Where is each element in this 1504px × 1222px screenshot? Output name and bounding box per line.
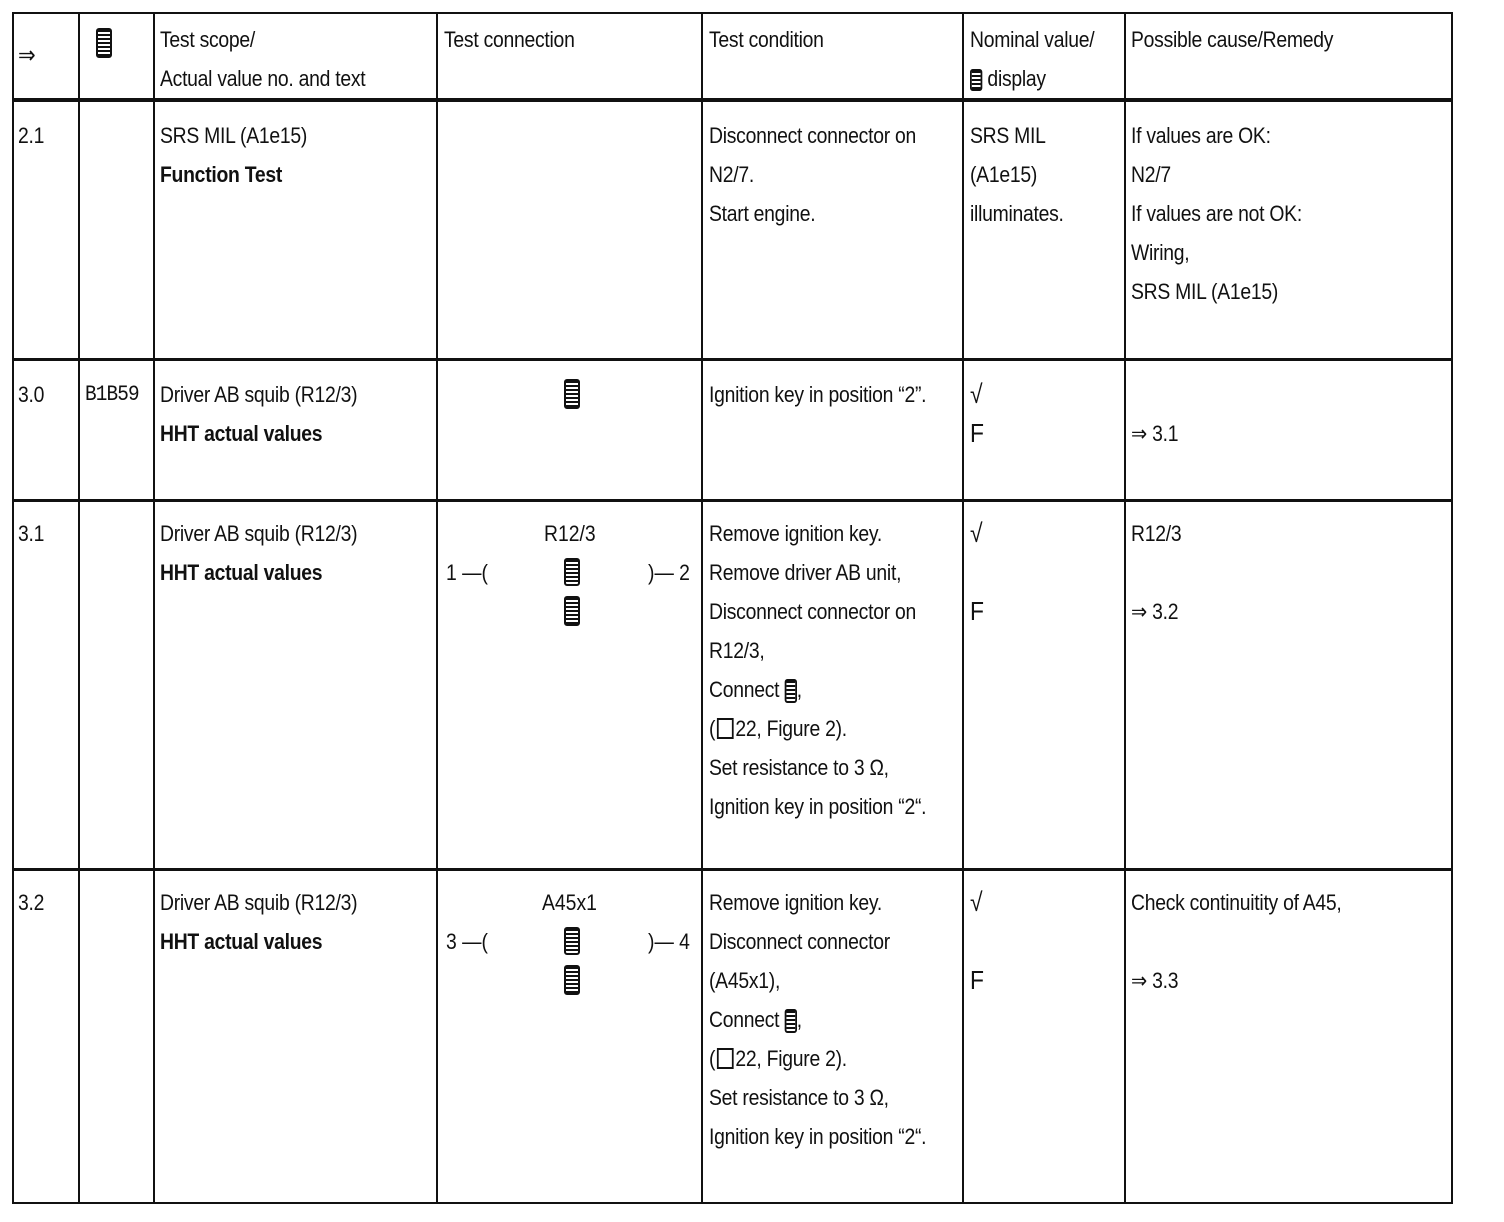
connection-pin-left: 1 —( [446,560,488,585]
row-step-number: 3.1 [18,521,45,546]
tester-icon [564,965,580,995]
connection-component-label: A45x1 [542,890,597,915]
header-possible-cause: Possible cause/Remedy [1131,27,1334,52]
nominal-line: illuminates. [970,201,1064,226]
tester-icon [970,69,982,91]
nominal-spacer [970,553,984,592]
test-scope-text: Driver AB squib (R12/3) [160,382,358,407]
condition-line: Remove driver AB unit, [709,560,902,585]
remedy-line: ⇒ 3.2 [1131,599,1179,624]
column-divider [436,12,438,1204]
remedy-line [1131,375,1178,414]
nominal-line: SRS MIL [970,123,1046,148]
connection-component-label: R12/3 [544,521,596,546]
test-scope-mode: HHT actual values [160,929,323,954]
table-border-right [1451,12,1453,1204]
tester-icon [96,28,112,58]
connection-pin-left: 3 —( [446,929,488,954]
header-test-condition: Test condition [709,27,824,52]
row-nominal-value [970,883,984,1000]
row-test-scope [160,116,307,194]
remedy-line: SRS MIL (A1e15) [1131,279,1279,304]
condition-line: Remove ignition key. [709,890,882,915]
nominal-line: (A1e15) [970,162,1038,187]
test-scope-text: SRS MIL (A1e15) [160,123,308,148]
row-test-condition [709,116,916,233]
condition-line: 22, Figure 2). [735,1046,847,1071]
resistance-decade-icon [784,1009,796,1033]
remedy-line: Wiring, [1131,240,1190,265]
condition-line: Disconnect connector on [709,123,917,148]
remedy-line: ⇒ 3.1 [1131,421,1179,446]
header-nominal-line2-wrap [970,63,1094,102]
header-test-scope-line1: Test scope/ [160,27,256,52]
nominal-fault-mark: F [970,418,984,448]
table-border-top [12,12,1453,14]
test-scope-mode: Function Test [160,162,283,187]
column-divider [1124,12,1126,1204]
column-divider [78,12,80,1204]
header-nominal-line1: Nominal value/ [970,27,1095,52]
row-separator [12,499,1453,502]
header-nominal-line2: display [987,66,1046,91]
condition-line: Connect [709,1007,780,1032]
condition-line: Remove ignition key. [709,521,882,546]
condition-line: Ignition key in position “2“. [709,1124,927,1149]
row-step-number: 2.1 [18,123,45,148]
remedy-line [1131,922,1342,961]
condition-line: 22, Figure 2). [735,716,847,741]
condition-line: Set resistance to 3 Ω, [709,1085,889,1110]
nominal-ok-mark: √ [970,379,983,409]
row-separator [12,358,1453,361]
row-test-scope [160,514,357,592]
row-test-condition [709,514,926,826]
condition-line: Disconnect connector [709,929,890,954]
row-fault-code: B1B59 [85,382,139,407]
resistance-decade-icon [564,927,580,955]
resistance-decade-icon [784,679,796,703]
test-scope-text: Driver AB squib (R12/3) [160,890,358,915]
header-arrow: ⇒ [18,42,36,69]
test-scope-mode: HHT actual values [160,560,323,585]
condition-line-connect: Connect , [709,677,802,702]
column-divider [962,12,964,1204]
row-nominal-value [970,514,984,631]
table-border-left [12,12,14,1204]
nominal-ok-mark: √ [970,887,983,917]
test-scope-mode: HHT actual values [160,421,323,446]
header-test-scope-line2: Actual value no. and text [160,66,366,91]
condition-line: N2/7. [709,162,754,187]
row-test-condition [709,375,926,414]
remedy-line: If values are OK: [1131,123,1271,148]
table-border-bottom [12,1202,1453,1204]
row-separator [12,868,1453,871]
condition-line: R12/3, [709,638,765,663]
remedy-line: ⇒ 3.3 [1131,968,1179,993]
condition-line: Start engine. [709,201,816,226]
condition-line-connect: Connect , [709,1007,802,1032]
nominal-ok-mark: √ [970,518,983,548]
remedy-line: N2/7 [1131,162,1171,187]
nominal-spacer [970,922,984,961]
header-nominal-value [970,24,1094,102]
book-reference-icon [717,718,734,739]
condition-line: Connect [709,677,780,702]
remedy-line: R12/3 [1131,521,1182,546]
condition-line: Ignition key in position “2“. [709,794,927,819]
resistance-decade-icon [564,558,580,586]
row-nominal-value [970,116,1064,233]
remedy-line: If values are not OK: [1131,201,1302,226]
row-possible-cause [1131,514,1181,631]
row-test-scope [160,375,357,453]
column-divider [701,12,703,1204]
column-divider [153,12,155,1204]
connection-pin-right: )— 4 [648,929,690,954]
row-nominal-value [970,375,984,453]
row-possible-cause [1131,375,1178,453]
condition-line-reference: ( 22, Figure 2). [709,716,847,741]
row-step-number: 3.0 [18,382,45,407]
condition-line: Ignition key in position “2”. [709,382,927,407]
condition-line: (A45x1), [709,968,781,993]
row-step-number: 3.2 [18,890,45,915]
connection-pin-right: )— 2 [648,560,690,585]
row-test-condition [709,883,926,1156]
row-test-scope [160,883,357,961]
test-scope-text: Driver AB squib (R12/3) [160,521,358,546]
header-test-connection: Test connection [444,27,575,52]
row-possible-cause [1131,883,1342,1000]
header-test-scope [160,24,365,102]
condition-line-reference: ( 22, Figure 2). [709,1046,847,1071]
tester-icon [564,596,580,626]
tester-icon [564,379,580,409]
condition-line: Set resistance to 3 Ω, [709,755,889,780]
diagnostic-test-table [12,12,1453,1204]
remedy-line [1131,553,1181,592]
condition-line: Disconnect connector on [709,599,917,624]
nominal-fault-mark: F [970,965,984,995]
nominal-fault-mark: F [970,596,984,626]
book-reference-icon [717,1048,734,1069]
row-possible-cause [1131,116,1302,311]
remedy-line: Check continuitity of A45, [1131,890,1342,915]
